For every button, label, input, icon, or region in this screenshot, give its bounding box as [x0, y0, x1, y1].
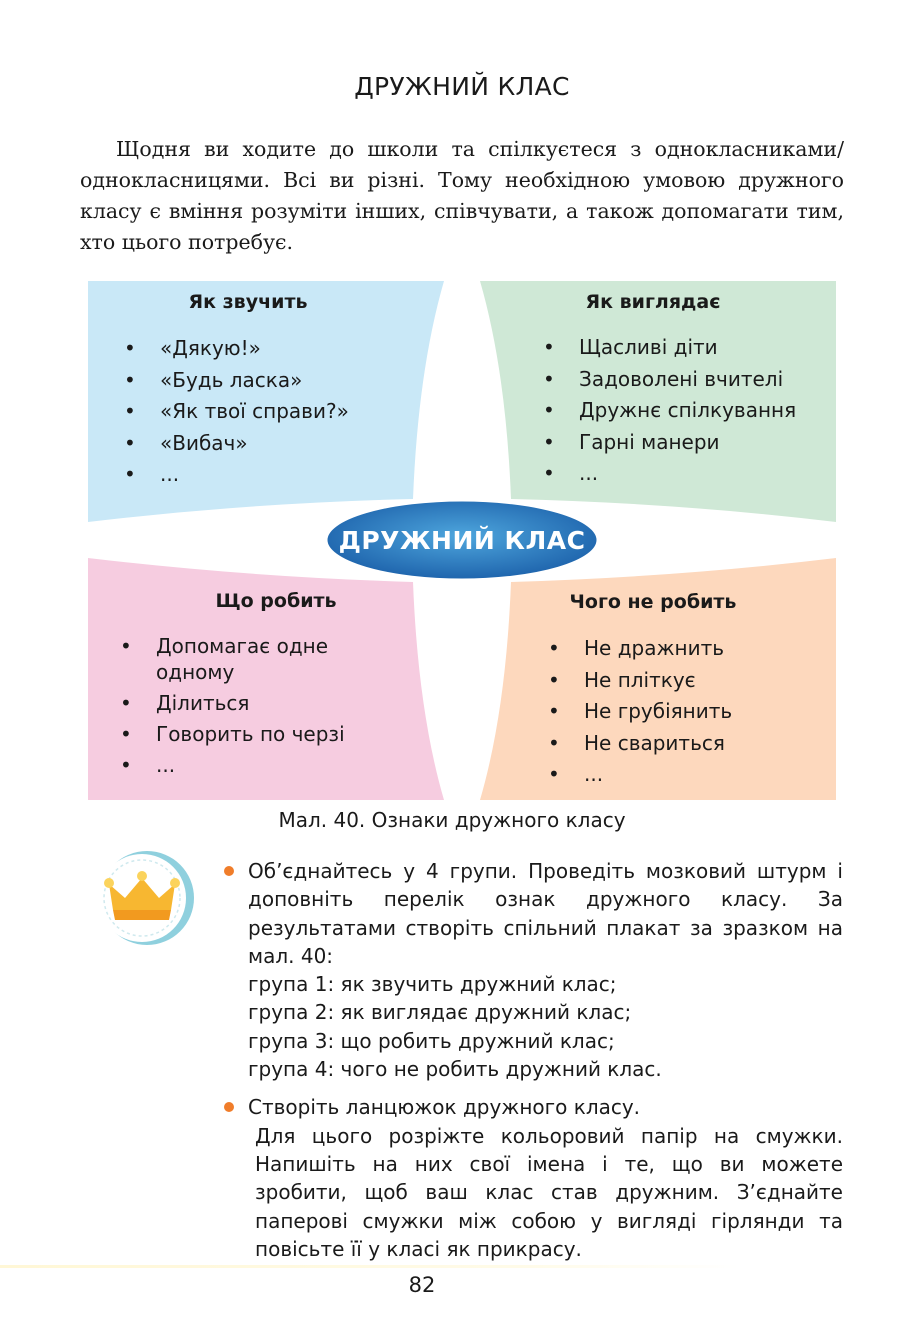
center-label: ДРУЖНИЙ КЛАС — [338, 525, 586, 555]
quadrant-heading-doesnt: Чого не робить — [569, 591, 737, 613]
task-item-chain — [224, 1093, 843, 1263]
list-item: • Задоволені вчителі — [543, 364, 796, 396]
page-number: 82 — [408, 1273, 436, 1297]
group-line: група 1: як звучить дружний клас; — [248, 972, 617, 997]
bullet-dot-icon — [224, 866, 234, 876]
list-item: • ... — [124, 459, 349, 491]
group-line: група 4: чого не робить дружний клас. — [248, 1057, 662, 1082]
list-item: • «Будь ласка» — [124, 365, 349, 397]
list-item: • ... — [543, 458, 796, 490]
task-body: Для цього розріжте кольоровий папір на смужки. Напишіть на них свої імена і те, що ви можете зробити, щоб ваш клас став дружним. З’єднайте паперові смужки між собою у вигляді гірлянди та повісьте її у класі як прикрасу. — [255, 1123, 843, 1261]
crown-icon — [97, 848, 197, 948]
quadrant-list-does — [120, 633, 370, 778]
quadrant-list-doesnt — [548, 633, 732, 791]
intro-text: Щодня ви ходите до школи та спілкуєтеся з однокласниками/однокласницями. Всі ви різні. Тому необхідною умовою дружного класу є вміння розуміти інших, співчувати, а також допомагати тим, хто цього потребує. — [80, 137, 844, 254]
quadrant-heading-look: Як виглядає — [585, 291, 721, 313]
task-item-groups — [224, 857, 843, 1083]
group-line: група 3: що робить дружний клас; — [248, 1028, 615, 1053]
list-item: • Не дражнить — [548, 633, 732, 665]
list-item: • Щасливі діти — [543, 332, 796, 364]
friendly-class-diagram — [88, 281, 836, 800]
intro-paragraph — [80, 134, 844, 258]
bullet-dot-icon — [224, 1102, 234, 1112]
group-line: група 2: як виглядає дружний клас; — [248, 1000, 632, 1025]
task-list — [224, 857, 843, 1273]
task-lead: Створіть ланцюжок дружного класу. — [248, 1095, 641, 1120]
footer-divider — [0, 1265, 740, 1268]
list-item: • Допомагає одне одному — [120, 633, 370, 685]
list-item: • Не пліткує — [548, 665, 732, 697]
quadrant-list-sound — [124, 333, 349, 491]
quadrant-heading-sound: Як звучить — [188, 291, 308, 313]
quadrant-list-look — [543, 332, 796, 490]
list-item: • «Вибач» — [124, 428, 349, 460]
list-item: • Не свариться — [548, 728, 732, 760]
list-item: • Ділиться — [120, 690, 370, 716]
figure-caption: Мал. 40. Ознаки дружного класу — [278, 808, 626, 832]
list-item: • «Дякую!» — [124, 333, 349, 365]
list-item: • «Як твої справи?» — [124, 396, 349, 428]
list-item: • Дружнє спілкування — [543, 395, 796, 427]
list-item: • Не грубіянить — [548, 696, 732, 728]
page-title: ДРУЖНИЙ КЛАС — [354, 72, 570, 101]
task-lead: Об’єднайтесь у 4 групи. Проведіть мозковий штурм і доповніть перелік ознак дружного класу. За результатами створіть спільний плакат за зразком на мал. 40: — [248, 859, 843, 968]
quadrant-heading-does: Що робить — [215, 590, 337, 612]
list-item: • Гарні манери — [543, 427, 796, 459]
list-item: • Говорить по черзі — [120, 721, 370, 747]
list-item: • ... — [548, 759, 732, 791]
list-item: • ... — [120, 752, 370, 778]
